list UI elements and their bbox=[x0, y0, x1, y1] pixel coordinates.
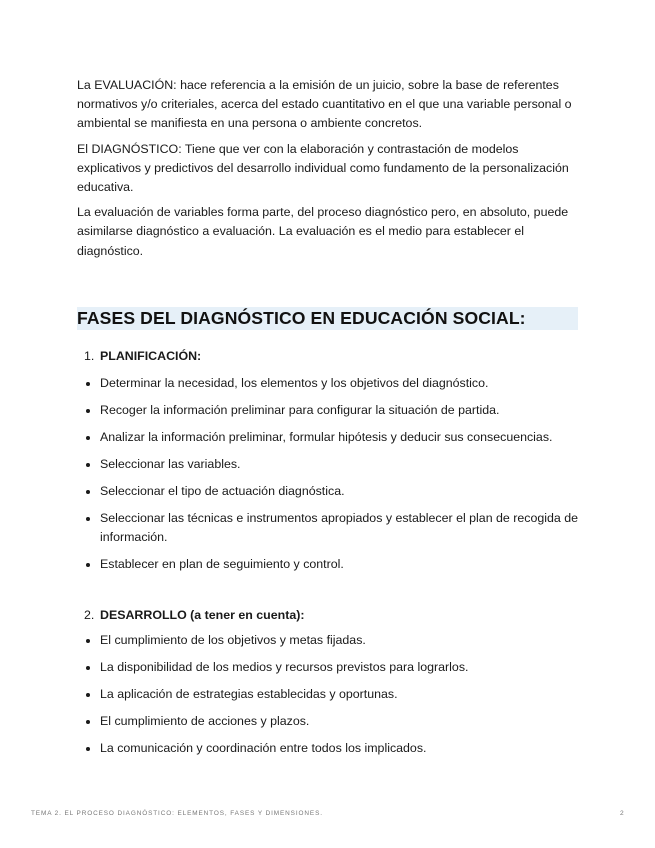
list-item: El cumplimiento de acciones y plazos. bbox=[77, 712, 582, 731]
phase-2-title bbox=[77, 606, 582, 624]
list-item: La aplicación de estrategias establecidas y oportunas. bbox=[77, 685, 582, 704]
list-item: Recoger la información preliminar para configurar la situación de partida. bbox=[77, 401, 582, 420]
phase-2-label: DESARROLLO (a tener en cuenta): bbox=[100, 607, 305, 622]
phase-2-list bbox=[77, 631, 582, 758]
list-item: El cumplimiento de los objetivos y metas fijadas. bbox=[77, 631, 582, 650]
section-heading: FASES DEL DIAGNÓSTICO EN EDUCACIÓN SOCIAL: bbox=[77, 307, 578, 330]
list-item: Seleccionar las técnicas e instrumentos apropiados y establecer el plan de recogida de información. bbox=[77, 509, 582, 547]
list-item: Analizar la información preliminar, formular hipótesis y deducir sus consecuencias. bbox=[77, 428, 582, 447]
list-item: La disponibilidad de los medios y recursos previstos para lograrlos. bbox=[77, 658, 582, 677]
evaluacion-variables-paragraph: La evaluación de variables forma parte, del proceso diagnóstico pero, en absoluto, puede asimilarse diagnóstico a evaluación. La evaluación es el medio para establecer el diagnóstico. bbox=[77, 205, 569, 258]
footer-title: TEMA 2. EL PROCESO DIAGNÓSTICO: ELEMENTOS, FASES Y DIMENSIONES. bbox=[31, 810, 323, 817]
list-item: Determinar la necesidad, los elementos y los objetivos del diagnóstico. bbox=[77, 374, 582, 393]
phase-1-title bbox=[77, 347, 582, 365]
list-item: Seleccionar el tipo de actuación diagnóstica. bbox=[77, 482, 582, 501]
list-item: La comunicación y coordinación entre todos los implicados. bbox=[77, 739, 582, 758]
list-item: Seleccionar las variables. bbox=[77, 455, 582, 474]
document-body bbox=[77, 76, 582, 766]
diagnostico-paragraph: El DIAGNÓSTICO: Tiene que ver con la elaboración y contrastación de modelos explicativos y predictivos del desarrollo individual como fundamento de la personalización educativa. bbox=[77, 141, 569, 195]
phase-1-list bbox=[77, 374, 582, 574]
phase-2-number: 2. bbox=[84, 607, 95, 622]
phase-1-label: PLANIFICACIÓN: bbox=[100, 348, 202, 363]
phase-1-number: 1. bbox=[84, 348, 95, 363]
page-number: 2 bbox=[620, 810, 624, 817]
evaluacion-paragraph: La EVALUACIÓN: hace referencia a la emisión de un juicio, sobre la base de referentes normativos y/o criteriales, acerca del estado cuantitativo en el que una variable personal o ambiental se manifiesta en una persona o ambiente concretos. bbox=[77, 78, 572, 131]
list-item: Establecer en plan de seguimiento y control. bbox=[77, 555, 582, 574]
